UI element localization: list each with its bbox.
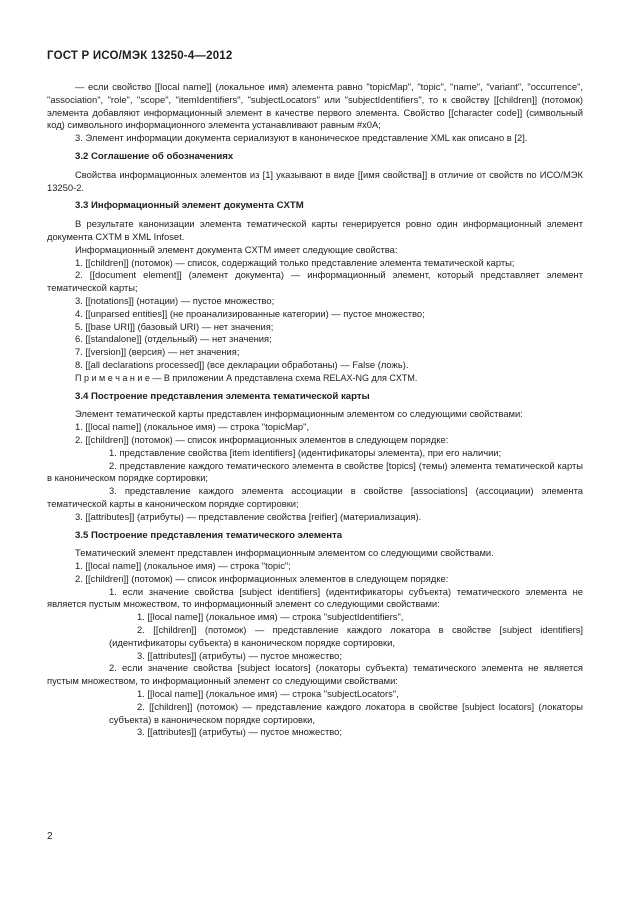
paragraph: 1. [[local name]] (локальное имя) — строка "topic"; xyxy=(75,560,291,572)
paragraph: 2. [[document element]] (элемент документа) — информационный элемент, который представляет элемент тематической карты; xyxy=(47,269,583,294)
section-heading: 3.4 Построение представления элемента тематической карты xyxy=(75,390,370,402)
paragraph: 3. Элемент информации документа сериализуют в каноническое представление XML как описано в [2]. xyxy=(75,132,528,144)
paragraph: 1. если значение свойства [subject identifiers] (идентификаторы субъекта) тематического элемента не является пустым множеством, то информационный элемент со следующими свойствами: xyxy=(47,585,583,610)
paragraph: 1. представление свойства [item identifiers] (идентификаторы элемента), при его наличии; xyxy=(109,446,502,458)
section-heading: 3.3 Информационный элемент документа CXTM xyxy=(75,200,304,212)
document-body xyxy=(47,81,583,739)
paragraph: Элемент тематической карты представлен информационным элементом со следующими свойствами: xyxy=(75,408,523,420)
paragraph: Тематический элемент представлен информационным элементом со следующими свойствами. xyxy=(75,547,494,559)
paragraph: 5. [[base URI]] (базовый URI) — нет значения; xyxy=(75,320,274,332)
paragraph: 3. [[attributes]] (атрибуты) — пустое множество; xyxy=(137,649,342,661)
paragraph: 1. [[local name]] (локальное имя) — строка "subjectLocators", xyxy=(137,688,399,700)
paragraph: 2. представление каждого тематического элемента в свойстве [topics] (темы) элемента тематической карты в каноническом порядке сортировки; xyxy=(47,459,583,484)
section-heading: 3.2 Соглашение об обозначениях xyxy=(75,150,234,162)
paragraph: 3. [[attributes]] (атрибуты) — пустое множество; xyxy=(137,726,342,738)
paragraph: 1. [[local name]] (локальное имя) — строка "subjectIdentifiers", xyxy=(137,611,404,623)
paragraph: 2. [[children]] (потомок) — список информационных элементов в следующем порядке: xyxy=(75,572,449,584)
paragraph: 2. [[children]] (потомок) — список информационных элементов в следующем порядке: xyxy=(75,433,449,445)
paragraph: 3. представление каждого элемента ассоциации в свойстве [associations] (ассоциации) элемента тематической карты в каноническом порядке сортировки; xyxy=(47,485,583,509)
paragraph: 1. [[local name]] (локальное имя) — строка "topicMap", xyxy=(75,421,310,433)
paragraph: 8. [[all declarations processed]] (все декларации обработаны) — False (ложь). xyxy=(75,358,409,370)
paragraph: — если свойство [[local name]] (локальное имя) элемента равно "topicMap", "topic", "name", "variant", "occurrence", "association", "role", "scope", "itemIdentifiers", "subjectLocators" или "subjectIdentifiers", то к свойству [[children]] (потомок) элемента добавляют информационный элемент в качестве первого элемента. Свойство [[character code]] (символьный код) символьного информационного элемента устанавливают равным #x0A; xyxy=(47,81,583,131)
page-number: 2 xyxy=(47,831,53,842)
paragraph: Информационный элемент документа CXTM имеет следующие свойства: xyxy=(75,243,398,255)
paragraph: 2. если значение свойства [subject locators] (локаторы субъекта) тематического элемента не является пустым множеством, то информационный элемент со следующими свойствами: xyxy=(47,662,583,687)
note-paragraph: П р и м е ч а н и е — В приложении А представлена схема RELAX-NG для CXTM. xyxy=(75,372,418,383)
paragraph: 3. [[notations]] (нотации) — пустое множество; xyxy=(75,294,275,306)
paragraph: 2. [[children]] (потомок) — представление каждого локатора в свойстве [subject locators] (локаторы субъекта) в каноническом порядке сортировки, xyxy=(109,700,583,725)
paragraph: 1. [[children]] (потомок) — список, содержащий только представление элемента тематической карты; xyxy=(75,256,515,268)
paragraph: 6. [[standalone]] (отдельный) — нет значения; xyxy=(75,333,272,345)
section-heading: 3.5 Построение представления тематического элемента xyxy=(75,529,343,541)
paragraph: В результате канонизации элемента тематической карты генерируется ровно один информационный элемент документа CXTM в XML Infoset. xyxy=(47,218,583,242)
paragraph: Свойства информационных элементов из [1] указывают в виде [[имя свойства]] в отличие от свойств по ИСО/МЭК 13250-2. xyxy=(47,168,583,193)
paragraph: 4. [[unparsed entities]] (не проанализированные категории) — пустое множество; xyxy=(75,307,425,319)
document-header: ГОСТ Р ИСО/МЭК 13250-4—2012 xyxy=(47,50,233,62)
paragraph: 7. [[version]] (версия) — нет значения; xyxy=(75,346,240,358)
paragraph: 3. [[attributes]] (атрибуты) — представление свойства [reifier] (материализация). xyxy=(75,510,422,522)
paragraph: 2. [[children]] (потомок) — представление каждого локатора в свойстве [subject identifiers] (идентификаторы субъекта) в каноническом порядке сортировки, xyxy=(109,624,583,648)
